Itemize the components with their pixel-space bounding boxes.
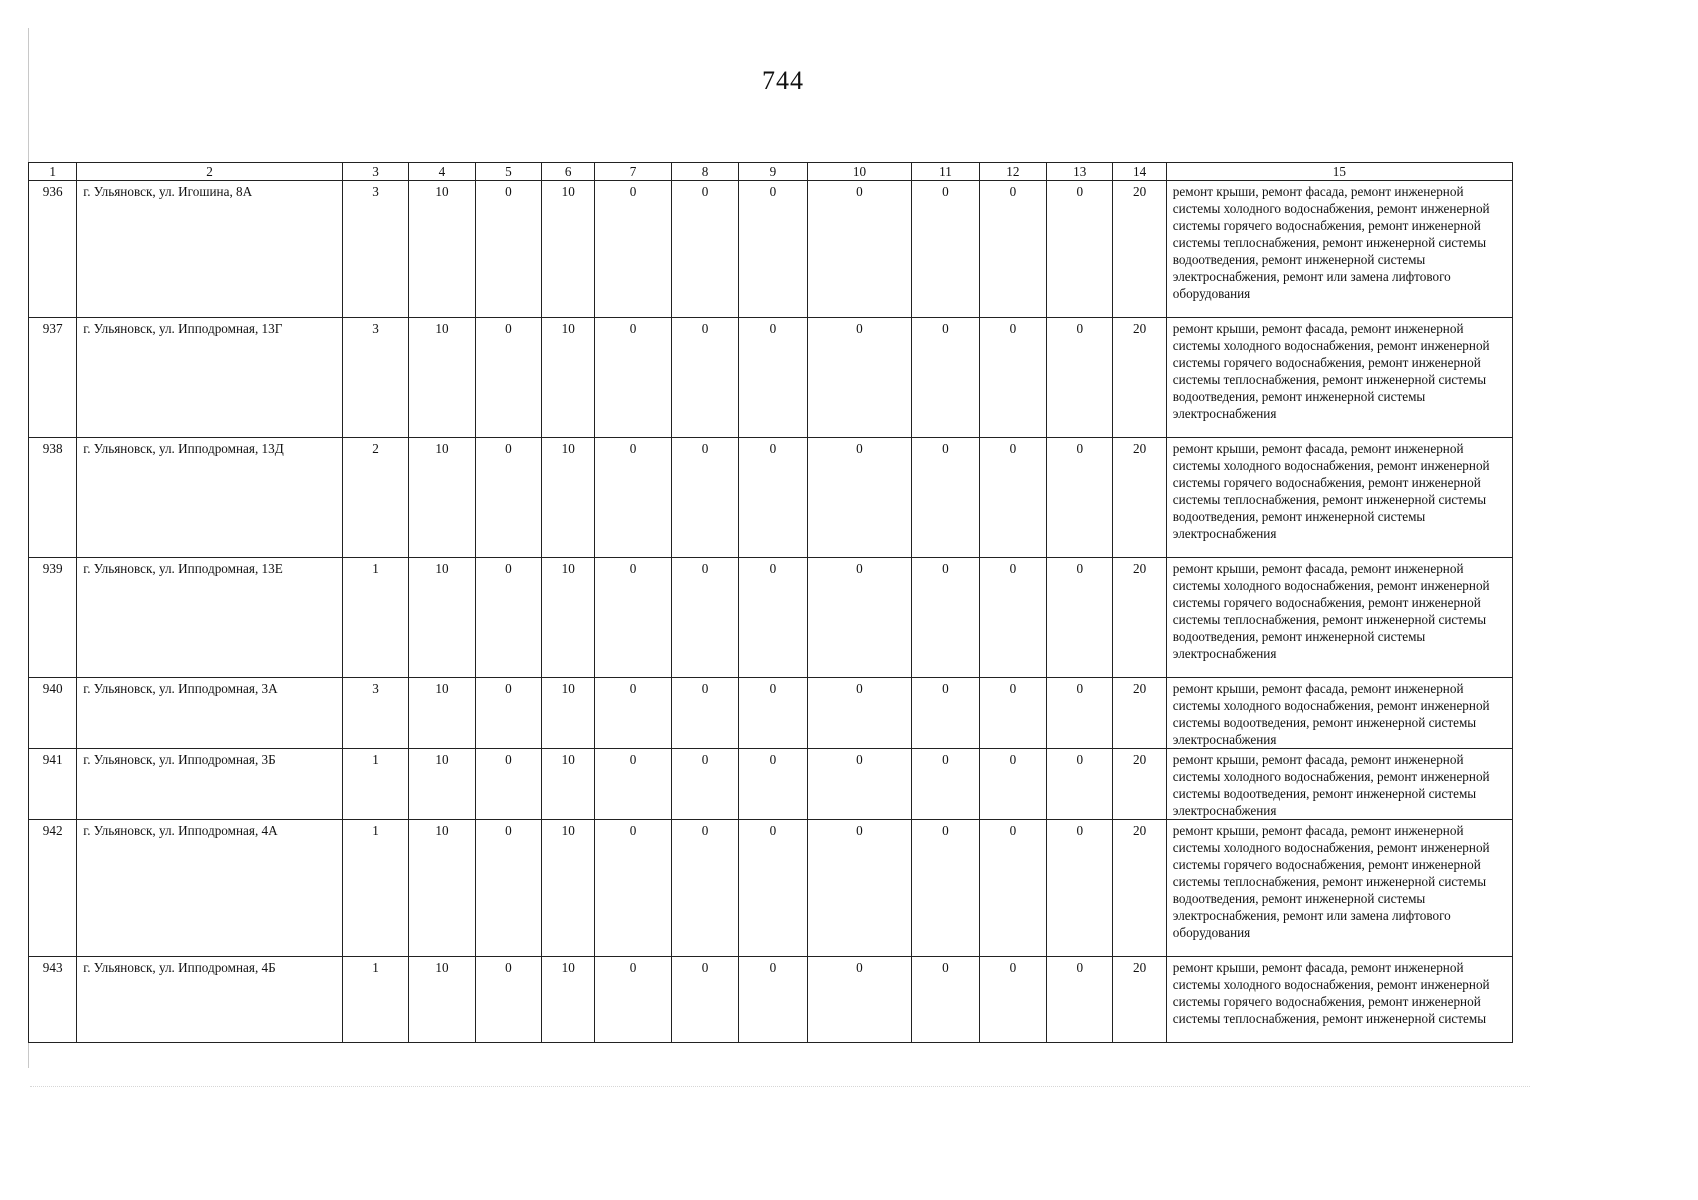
row-value: 0 (1047, 318, 1113, 438)
row-value: 10 (409, 820, 475, 957)
row-value: 0 (979, 558, 1046, 678)
row-number: 941 (29, 749, 77, 820)
row-value: 0 (671, 181, 738, 318)
row-works: ремонт крыши, ремонт фасада, ремонт инженерной системы холодного водоснабжения, ремонт инженерной системы горячего водоснабжения, ремонт инженерной системы теплоснабжения, ремонт инженерной системы водоотведения, ремонт инженерной системы электроснабжения, ремонт или замена лифтового оборудования (1166, 820, 1512, 957)
row-value: 0 (595, 558, 671, 678)
row-address: г. Ульяновск, ул. Ипподромная, 13Е (77, 558, 343, 678)
table-row (29, 181, 1513, 318)
row-value: 20 (1113, 558, 1166, 678)
row-address: г. Ульяновск, ул. Ипподромная, 3Б (77, 749, 343, 820)
column-number: 8 (671, 163, 738, 181)
row-value: 0 (979, 438, 1046, 558)
row-number: 939 (29, 558, 77, 678)
row-value: 20 (1113, 820, 1166, 957)
row-value: 0 (739, 318, 807, 438)
row-value: 0 (475, 181, 541, 318)
row-value: 10 (542, 558, 595, 678)
row-number: 942 (29, 820, 77, 957)
row-value: 0 (595, 957, 671, 1043)
row-value: 20 (1113, 957, 1166, 1043)
row-number: 938 (29, 438, 77, 558)
row-value: 0 (739, 820, 807, 957)
row-value: 10 (409, 678, 475, 749)
row-value: 0 (979, 318, 1046, 438)
row-value: 0 (979, 749, 1046, 820)
row-address: г. Ульяновск, ул. Ипподромная, 13Г (77, 318, 343, 438)
row-address: г. Ульяновск, ул. Ипподромная, 4Б (77, 957, 343, 1043)
row-number: 940 (29, 678, 77, 749)
row-value: 0 (739, 957, 807, 1043)
row-address: г. Ульяновск, ул. Ипподромная, 3А (77, 678, 343, 749)
row-value: 0 (671, 678, 738, 749)
row-works: ремонт крыши, ремонт фасада, ремонт инженерной системы холодного водоснабжения, ремонт инженерной системы горячего водоснабжения, ремонт инженерной системы теплоснабжения, ремонт инженерной системы (1166, 957, 1512, 1043)
row-value: 0 (807, 820, 912, 957)
row-value: 2 (342, 438, 408, 558)
column-number-row (29, 163, 1513, 181)
row-value: 0 (595, 678, 671, 749)
row-value: 0 (475, 438, 541, 558)
row-value: 0 (912, 678, 979, 749)
row-value: 0 (1047, 820, 1113, 957)
row-value: 0 (671, 957, 738, 1043)
row-value: 1 (342, 820, 408, 957)
row-value: 0 (807, 957, 912, 1043)
row-value: 10 (542, 820, 595, 957)
row-value: 0 (912, 558, 979, 678)
row-number: 936 (29, 181, 77, 318)
row-value: 0 (912, 438, 979, 558)
table-row (29, 820, 1513, 957)
row-value: 0 (1047, 558, 1113, 678)
table-row (29, 318, 1513, 438)
row-address: г. Ульяновск, ул. Игошина, 8А (77, 181, 343, 318)
row-value: 0 (595, 438, 671, 558)
row-value: 10 (409, 438, 475, 558)
row-address: г. Ульяновск, ул. Ипподромная, 13Д (77, 438, 343, 558)
row-value: 0 (595, 181, 671, 318)
row-value: 10 (409, 318, 475, 438)
row-value: 0 (1047, 438, 1113, 558)
row-value: 0 (475, 957, 541, 1043)
page-number: 744 (762, 66, 804, 95)
table-row (29, 558, 1513, 678)
row-value: 0 (912, 749, 979, 820)
row-works: ремонт крыши, ремонт фасада, ремонт инженерной системы холодного водоснабжения, ремонт инженерной системы водоотведения, ремонт инженерной системы электроснабжения (1166, 678, 1512, 749)
column-number: 2 (77, 163, 343, 181)
scan-noise-line (30, 1086, 1530, 1088)
row-works: ремонт крыши, ремонт фасада, ремонт инженерной системы холодного водоснабжения, ремонт инженерной системы водоотведения, ремонт инженерной системы электроснабжения (1166, 749, 1512, 820)
row-value: 0 (912, 957, 979, 1043)
row-value: 0 (595, 820, 671, 957)
column-number: 7 (595, 163, 671, 181)
column-number: 11 (912, 163, 979, 181)
row-value: 0 (807, 678, 912, 749)
row-value: 10 (542, 957, 595, 1043)
column-number: 10 (807, 163, 912, 181)
row-value: 0 (807, 749, 912, 820)
row-works: ремонт крыши, ремонт фасада, ремонт инженерной системы холодного водоснабжения, ремонт инженерной системы горячего водоснабжения, ремонт инженерной системы теплоснабжения, ремонт инженерной системы водоотведения, ремонт инженерной системы электроснабжения, ремонт или замена лифтового оборудования (1166, 181, 1512, 318)
row-value: 0 (671, 749, 738, 820)
row-value: 10 (409, 957, 475, 1043)
row-value: 0 (912, 181, 979, 318)
row-value: 0 (475, 749, 541, 820)
row-value: 0 (671, 318, 738, 438)
row-value: 0 (807, 181, 912, 318)
row-value: 0 (807, 438, 912, 558)
row-value: 10 (542, 181, 595, 318)
row-address: г. Ульяновск, ул. Ипподромная, 4А (77, 820, 343, 957)
row-value: 0 (807, 558, 912, 678)
row-value: 0 (1047, 181, 1113, 318)
row-value: 1 (342, 957, 408, 1043)
row-works: ремонт крыши, ремонт фасада, ремонт инженерной системы холодного водоснабжения, ремонт инженерной системы горячего водоснабжения, ремонт инженерной системы теплоснабжения, ремонт инженерной системы водоотведения, ремонт инженерной системы электроснабжения (1166, 438, 1512, 558)
row-value: 3 (342, 678, 408, 749)
row-value: 0 (739, 749, 807, 820)
row-number: 943 (29, 957, 77, 1043)
row-value: 0 (739, 558, 807, 678)
row-works: ремонт крыши, ремонт фасада, ремонт инженерной системы холодного водоснабжения, ремонт инженерной системы горячего водоснабжения, ремонт инженерной системы теплоснабжения, ремонт инженерной системы водоотведения, ремонт инженерной системы электроснабжения (1166, 558, 1512, 678)
row-value: 1 (342, 558, 408, 678)
row-value: 0 (1047, 678, 1113, 749)
table-row (29, 678, 1513, 749)
row-value: 10 (409, 558, 475, 678)
column-number: 6 (542, 163, 595, 181)
row-value: 0 (671, 820, 738, 957)
row-value: 0 (979, 820, 1046, 957)
row-value: 0 (739, 181, 807, 318)
column-number: 13 (1047, 163, 1113, 181)
row-value: 0 (979, 181, 1046, 318)
row-value: 20 (1113, 438, 1166, 558)
row-value: 0 (979, 957, 1046, 1043)
row-value: 20 (1113, 318, 1166, 438)
row-value: 10 (542, 749, 595, 820)
column-number: 14 (1113, 163, 1166, 181)
row-value: 10 (542, 678, 595, 749)
row-value: 0 (671, 558, 738, 678)
row-value: 0 (979, 678, 1046, 749)
column-number: 12 (979, 163, 1046, 181)
row-value: 0 (671, 438, 738, 558)
row-value: 3 (342, 318, 408, 438)
column-number: 4 (409, 163, 475, 181)
row-value: 0 (595, 749, 671, 820)
row-number: 937 (29, 318, 77, 438)
row-value: 20 (1113, 181, 1166, 318)
row-value: 20 (1113, 749, 1166, 820)
row-value: 10 (409, 749, 475, 820)
column-number: 1 (29, 163, 77, 181)
row-value: 0 (912, 820, 979, 957)
row-value: 20 (1113, 678, 1166, 749)
row-value: 10 (542, 318, 595, 438)
capital-repair-table (28, 162, 1513, 1043)
row-value: 10 (409, 181, 475, 318)
column-number: 5 (475, 163, 541, 181)
column-number: 9 (739, 163, 807, 181)
row-value: 0 (475, 820, 541, 957)
row-value: 0 (739, 678, 807, 749)
row-value: 0 (1047, 957, 1113, 1043)
row-value: 3 (342, 181, 408, 318)
row-value: 1 (342, 749, 408, 820)
row-works: ремонт крыши, ремонт фасада, ремонт инженерной системы холодного водоснабжения, ремонт инженерной системы горячего водоснабжения, ремонт инженерной системы теплоснабжения, ремонт инженерной системы водоотведения, ремонт инженерной системы электроснабжения (1166, 318, 1512, 438)
row-value: 0 (739, 438, 807, 558)
row-value: 0 (1047, 749, 1113, 820)
row-value: 0 (475, 678, 541, 749)
column-number: 3 (342, 163, 408, 181)
table-row (29, 957, 1513, 1043)
table-row (29, 438, 1513, 558)
row-value: 0 (475, 558, 541, 678)
row-value: 0 (595, 318, 671, 438)
row-value: 0 (475, 318, 541, 438)
row-value: 0 (912, 318, 979, 438)
row-value: 0 (807, 318, 912, 438)
table-row (29, 749, 1513, 820)
column-number: 15 (1166, 163, 1512, 181)
row-value: 10 (542, 438, 595, 558)
